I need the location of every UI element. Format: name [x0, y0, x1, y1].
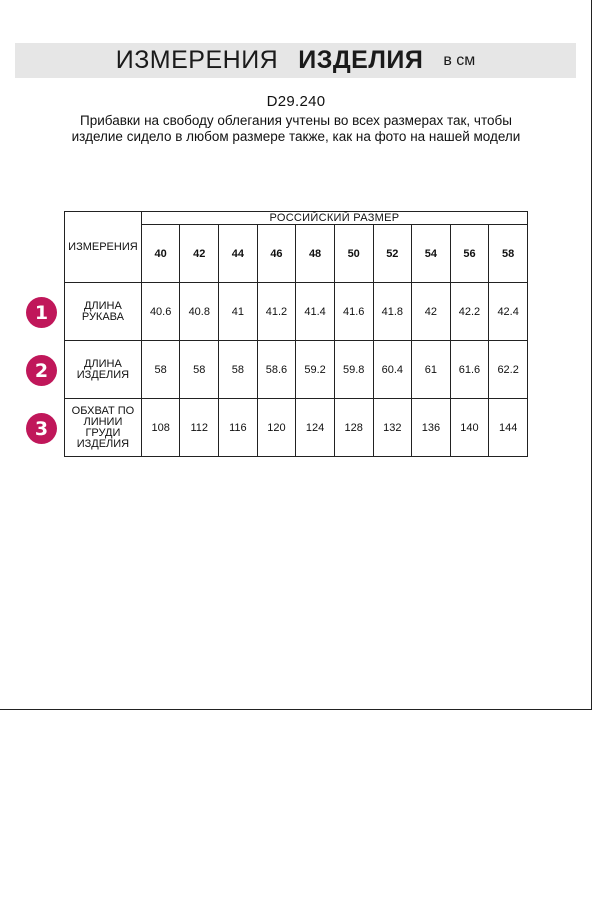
table-row: [65, 283, 528, 341]
size-header-cell: 46: [257, 225, 296, 283]
title-light: ИЗМЕРЕНИЯ: [115, 46, 279, 74]
table-cell: 116: [219, 399, 258, 457]
table-cell: 124: [296, 399, 335, 457]
table-cell: 128: [334, 399, 373, 457]
title-bar: [15, 43, 576, 78]
size-header-cell: 40: [141, 225, 180, 283]
table-cell: 40.8: [180, 283, 219, 341]
size-header-cell: 56: [450, 225, 489, 283]
table-cell: 40.6: [141, 283, 180, 341]
table-cell: 58: [180, 341, 219, 399]
table-cell: 62.2: [489, 341, 528, 399]
row-badge-2: 2: [26, 355, 57, 386]
title-unit: в см: [443, 51, 476, 69]
table-cell: 59.8: [334, 341, 373, 399]
table-row: [65, 341, 528, 399]
table-cell: 60.4: [373, 341, 412, 399]
table-cell: 61: [412, 341, 451, 399]
row-badge-3: 3: [26, 413, 57, 444]
size-header-cell: 50: [334, 225, 373, 283]
table-cell: 42: [412, 283, 451, 341]
product-code: D29.240: [266, 93, 326, 110]
table-cell: 120: [257, 399, 296, 457]
table-cell: 41.6: [334, 283, 373, 341]
table-cell: 42.2: [450, 283, 489, 341]
size-header-cell: 42: [180, 225, 219, 283]
size-system-header: РОССИЙСКИЙ РАЗМЕР: [141, 212, 527, 225]
table-cell: 108: [141, 399, 180, 457]
table-cell: 58.6: [257, 341, 296, 399]
fit-note: Прибавки на свободу облегания учтены во всех размерах так, чтобы изделие сидело в любом размере также, как на фото на нашей модели: [71, 113, 521, 144]
table-cell: 61.6: [450, 341, 489, 399]
row-label: ДЛИНА РУКАВА: [65, 283, 142, 341]
size-header-cell: 54: [412, 225, 451, 283]
row-label: ДЛИНА ИЗДЕЛИЯ: [65, 341, 142, 399]
table-cell: 136: [412, 399, 451, 457]
table-cell: 41: [219, 283, 258, 341]
size-header-cell: 52: [373, 225, 412, 283]
size-table: [64, 211, 528, 457]
table-row: [65, 399, 528, 457]
title-bold: ИЗДЕЛИЯ: [298, 46, 424, 74]
row-badge-1: 1: [26, 297, 57, 328]
table-cell: 59.2: [296, 341, 335, 399]
size-header-cell: 48: [296, 225, 335, 283]
table-cell: 144: [489, 399, 528, 457]
table-cell: 112: [180, 399, 219, 457]
table-cell: 140: [450, 399, 489, 457]
table-cell: 41.8: [373, 283, 412, 341]
table-cell: 41.2: [257, 283, 296, 341]
row-label: ОБХВАТ ПО ЛИНИИ ГРУДИ ИЗДЕЛИЯ: [65, 399, 142, 457]
measurements-header: ИЗМЕРЕНИЯ: [65, 212, 142, 283]
size-header-cell: 58: [489, 225, 528, 283]
table-cell: 42.4: [489, 283, 528, 341]
table-cell: 58: [141, 341, 180, 399]
table-cell: 132: [373, 399, 412, 457]
size-header-cell: 44: [219, 225, 258, 283]
table-cell: 58: [219, 341, 258, 399]
table-cell: 41.4: [296, 283, 335, 341]
